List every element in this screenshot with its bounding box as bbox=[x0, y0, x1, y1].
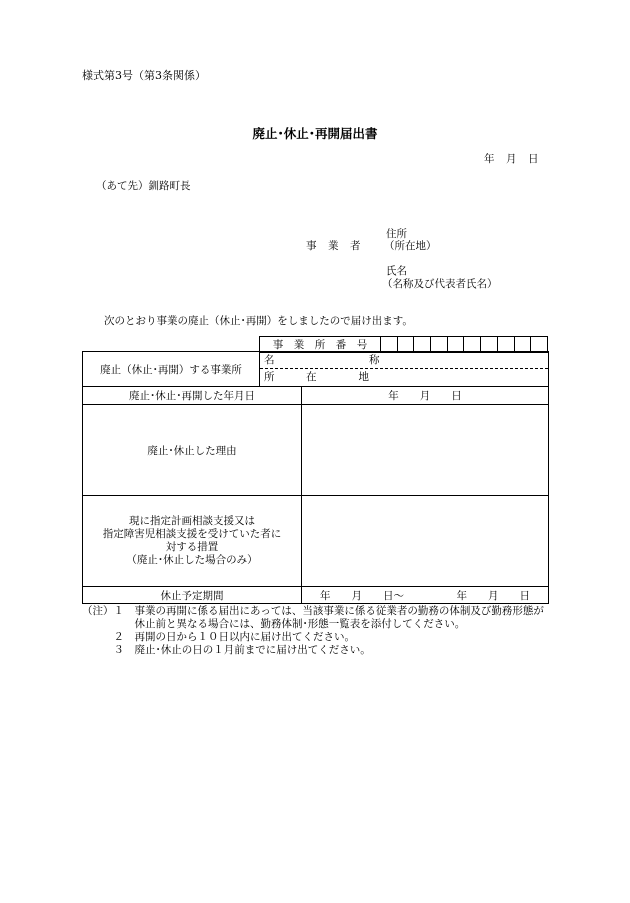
jigyosha-label: 事 業 者 bbox=[306, 240, 361, 252]
office-cell bbox=[260, 352, 549, 387]
intro-text: 次のとおり事業の廃止（休止･再開）をしましたので届け出ます。 bbox=[104, 315, 413, 327]
page-title: 廃止･休止･再開届出書 bbox=[252, 126, 378, 141]
notes bbox=[82, 605, 544, 657]
reason-field[interactable] bbox=[302, 405, 549, 496]
measures-label-line: （廃止･休止した場合のみ） bbox=[126, 554, 258, 566]
note-line: 休止前と異なる場合には、勤務体制･形態一覧表を添付してください。 bbox=[82, 618, 466, 630]
period-label: 休止予定期間 bbox=[83, 587, 302, 604]
office-number-label: 事 業 所 番 号 bbox=[260, 337, 381, 353]
period-field[interactable]: 年 月 日〜 年 月 日 bbox=[302, 587, 549, 604]
note-line: （注）１ 事業の再開に係る届出にあっては、当該事業に係る従業者の勤務の体制及び勤務形態が bbox=[82, 605, 544, 617]
form-id: 様式第3号（第3条関係） bbox=[82, 69, 206, 82]
office-label: 廃止（休止･再開）する事業所 bbox=[83, 352, 260, 387]
addressee: （あて先）釧路町長 bbox=[96, 180, 191, 192]
name-sub-label: （名称及び代表者氏名） bbox=[382, 278, 498, 290]
date-field[interactable]: 年 月 日 bbox=[302, 387, 549, 405]
measures-label-line: 指定障害児相談支援を受けていた者に bbox=[102, 528, 282, 540]
date-label: 廃止･休止･再開した年月日 bbox=[83, 387, 302, 405]
reason-label: 廃止･休止した理由 bbox=[83, 405, 302, 496]
office-location-label: 所 在 地 bbox=[264, 371, 369, 383]
note-line: ３ 廃止･休止の日の１月前までに届け出てください。 bbox=[82, 644, 371, 656]
form-table bbox=[82, 351, 549, 604]
shozaichi-label: （所在地） bbox=[384, 240, 437, 252]
measures-label bbox=[83, 496, 302, 587]
office-name-label: 名 称 bbox=[264, 354, 380, 366]
note-line: ２ 再開の日から１０日以内に届け出てください。 bbox=[82, 631, 355, 643]
name-label: 氏名 bbox=[386, 265, 407, 277]
submission-date: 年 月 日 bbox=[484, 153, 539, 165]
measures-field[interactable] bbox=[302, 496, 549, 587]
office-location-field[interactable] bbox=[260, 369, 548, 386]
office-name-field[interactable] bbox=[260, 352, 548, 369]
measures-label-line: 対する措置 bbox=[165, 541, 219, 553]
address-label: 住所 bbox=[386, 228, 407, 240]
measures-label-line: 現に指定計画相談支援又は bbox=[129, 515, 255, 527]
